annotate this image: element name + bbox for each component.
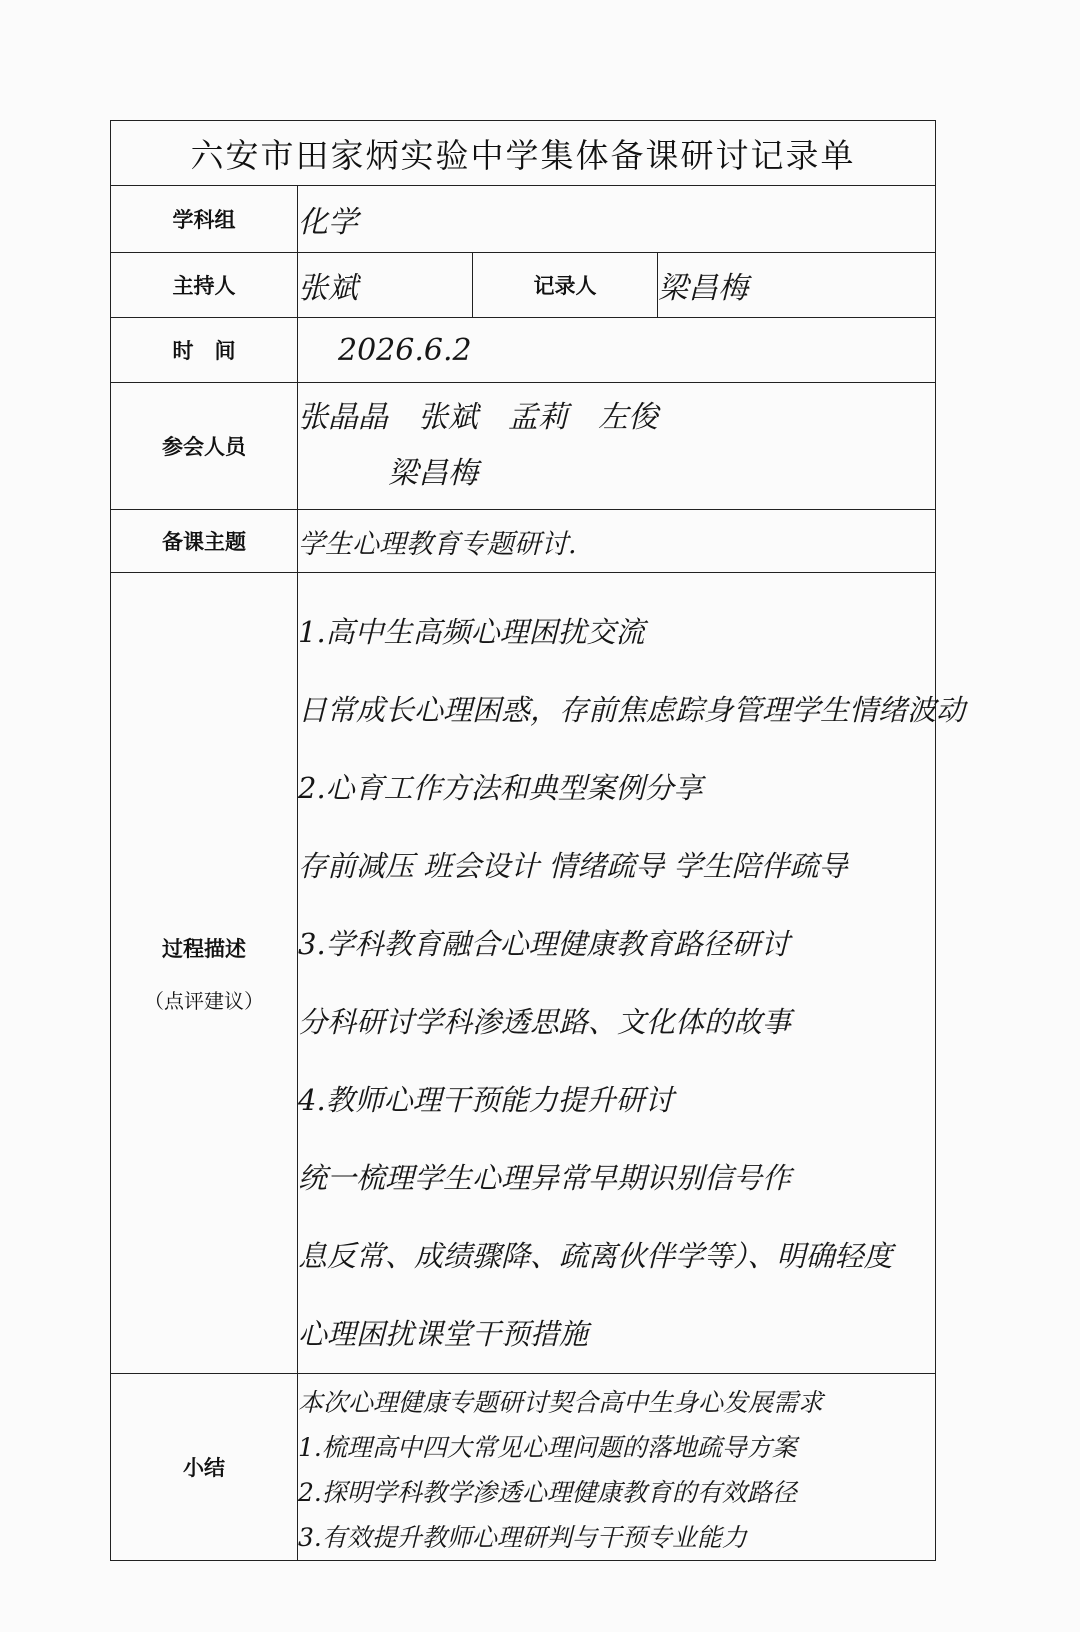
host-label: 主持人 bbox=[111, 253, 298, 318]
topic-label: 备课主题 bbox=[111, 510, 298, 573]
process-line: 1.高中生高频心理困扰交流 bbox=[298, 615, 645, 649]
participants-label: 参会人员 bbox=[111, 383, 298, 510]
time-text: 2026.6.2 bbox=[338, 332, 472, 368]
process-label: 过程描述 bbox=[162, 936, 246, 961]
form-title: 六安市田家炳实验中学集体备课研讨记录单 bbox=[111, 121, 936, 186]
topic-value: 学生心理教育专题研讨. bbox=[298, 510, 936, 573]
recorder-value: 梁昌梅 bbox=[658, 253, 936, 318]
time-label: 时 间 bbox=[111, 318, 298, 383]
process-line: 存前减压 班会设计 情绪疏导 学生陪伴疏导 bbox=[298, 849, 848, 883]
process-line: 心理困扰课堂干预措施 bbox=[298, 1317, 589, 1351]
summary-value bbox=[298, 1374, 936, 1561]
host-value: 张斌 bbox=[298, 253, 473, 318]
summary-line: 本次心理健康专题研讨契合高中生身心发展需求 bbox=[298, 1388, 824, 1417]
record-form bbox=[110, 120, 966, 1561]
subject-label: 学科组 bbox=[111, 186, 298, 253]
process-line: 统一梳理学生心理异常早期识别信号作 bbox=[298, 1161, 792, 1195]
summary-line: 3.有效提升教师心理研判与干预专业能力 bbox=[298, 1523, 747, 1552]
process-line: 分科研讨学科渗透思路、文化体的故事 bbox=[298, 1005, 792, 1039]
process-sublabel: （点评建议） bbox=[144, 988, 264, 1013]
time-value bbox=[298, 318, 936, 383]
process-line: 3.学科教育融合心理健康教育路径研讨 bbox=[298, 927, 790, 961]
summary-line: 1.梳理高中四大常见心理问题的落地疏导方案 bbox=[298, 1433, 797, 1462]
summary-label: 小结 bbox=[111, 1374, 298, 1561]
participants-line-1: 张晶晶 张斌 孟莉 左俊 bbox=[298, 400, 658, 435]
participants-line-2: 梁昌梅 bbox=[388, 456, 478, 491]
participants-value bbox=[298, 383, 936, 510]
recorder-label: 记录人 bbox=[473, 253, 658, 318]
process-line: 息反常、成绩骤降、疏离伙伴学等）、明确轻度 bbox=[298, 1239, 893, 1273]
process-line: 2.心育工作方法和典型案例分享 bbox=[298, 771, 703, 805]
summary-line: 2.探明学科教学渗透心理健康教育的有效路径 bbox=[298, 1478, 797, 1507]
process-value bbox=[298, 573, 966, 1374]
subject-value: 化学 bbox=[298, 186, 936, 253]
process-label-cell bbox=[111, 573, 298, 1374]
process-line: 4.教师心理干预能力提升研讨 bbox=[298, 1083, 674, 1117]
process-line: 日常成长心理困惑，存前焦虑踪身管理学生情绪波动 bbox=[298, 693, 966, 727]
